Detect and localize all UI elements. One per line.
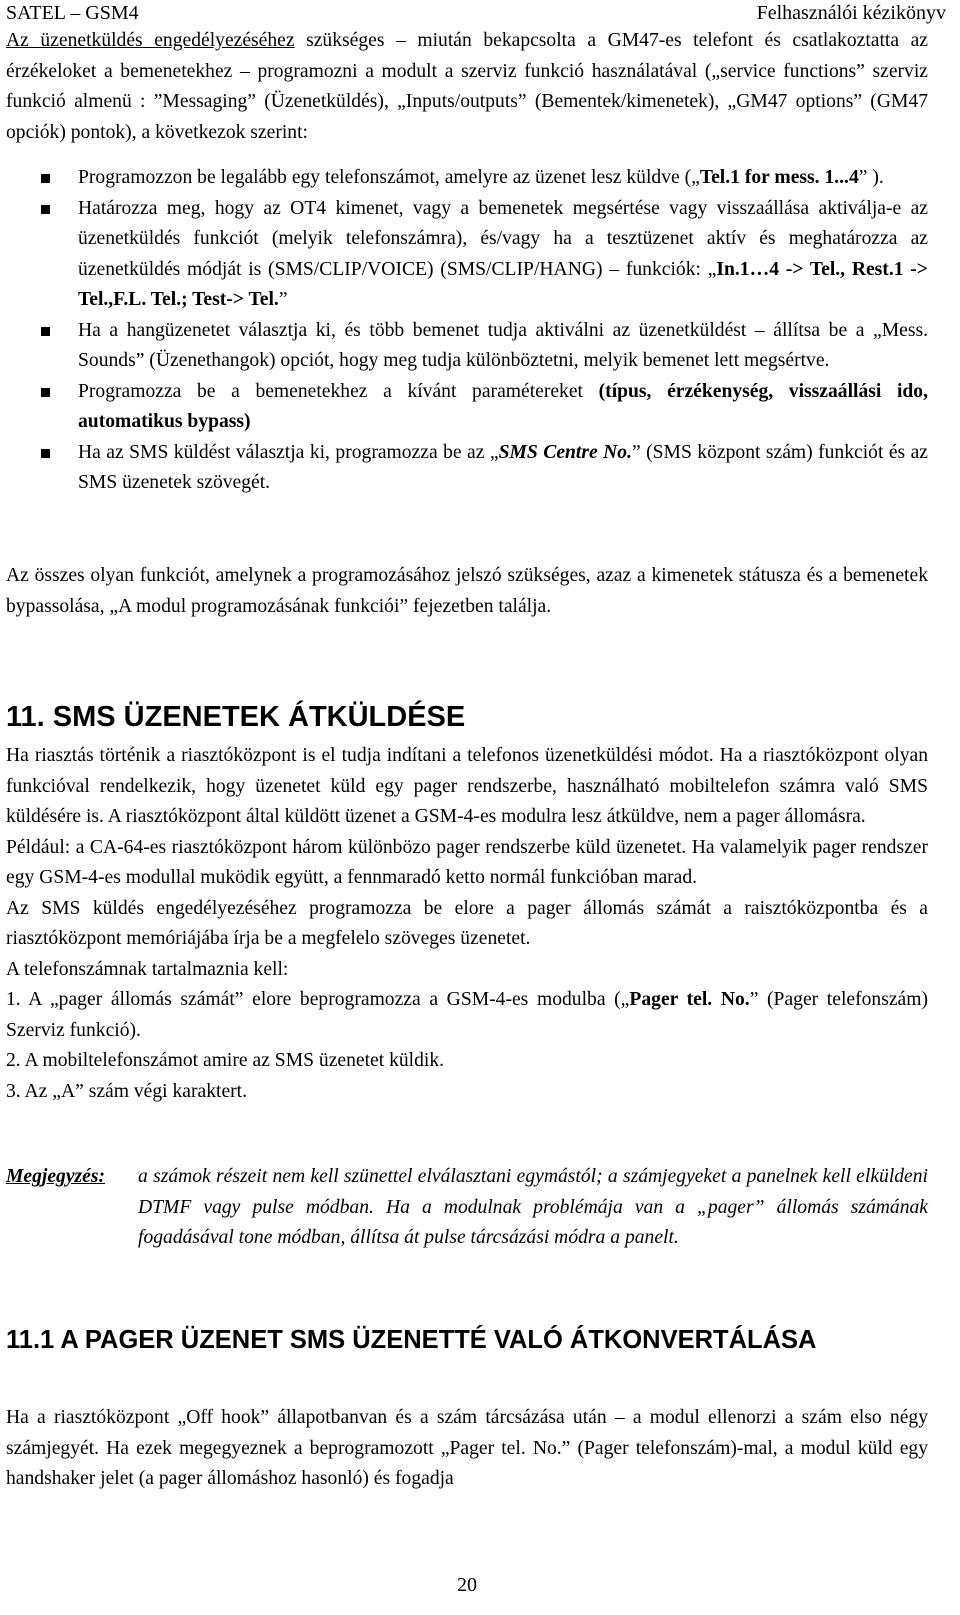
section-11-title: 11. SMS ÜZENETEK ÁTKÜLDÉSE xyxy=(6,701,466,733)
intro-text: szükséges – miután bekapcsolta a GM47-es telefont és csatlakoztatta az érzékeloket a bemenetekhez – programozni a modult a szerviz funkció használatával („service functions” szerviz funkció almenü : ”Messaging” (Üzenetküldés), „Inputs/outputs” (Bementek/kimenetek), „GM47 options” (GM47 opciók) pontok), a következok szerint: xyxy=(6,30,928,143)
bullet-text-part: SMS Centre No. xyxy=(498,441,632,463)
square-bullet-icon xyxy=(41,174,50,183)
bullet-item xyxy=(6,163,928,194)
header-doc-title: Felhasználói kézikönyv xyxy=(756,2,946,24)
square-bullet-icon xyxy=(41,327,50,336)
bullet-item xyxy=(6,438,928,499)
square-bullet-icon xyxy=(41,205,50,214)
section-11-body xyxy=(6,741,928,1107)
bullet-text-part: In.1…4 -> Tel., Rest.1 -> Tel.,F.L. Tel.; Test-> Tel. xyxy=(78,258,928,310)
numbered-item xyxy=(6,1046,928,1077)
bullet-text-part: (típus, érzékenység, visszaállási ido, automatikus bypass) xyxy=(78,380,928,432)
bullet-item xyxy=(6,194,928,316)
section-11-p1: Ha riasztás történik a riasztóközpont is el tudja indítani a telefonos üzenetküldési módot. Ha a riasztóközpont olyan funkcióval rendelkezik, hogy üzenetet küld egy pager rendszerbe, használható mobiltelefon számra való SMS küldésére is. A riasztóközpont által küldött üzenet a GSM-4-es modulra lesz átküldve, nem a pager állomásra. xyxy=(6,745,928,827)
bullet-text-part: Tel.1 for mess. 1...4 xyxy=(699,167,859,188)
page-header xyxy=(6,0,946,26)
bullet-text-part: Programozza be a bemenetekhez a kívánt paramétereket xyxy=(78,380,599,402)
numbered-item xyxy=(6,1077,928,1108)
bullet-item xyxy=(6,377,928,438)
bullet-text-part: Programozzon be legalább egy telefonszámot, amelyre az üzenet lesz küldve („ xyxy=(78,167,700,188)
intro-lead: Az üzenetküldés engedélyezéséhez xyxy=(6,30,295,51)
bullet-text-part: Ha az SMS küldést választja ki, programozza be az „ xyxy=(78,441,499,463)
note-label: Megjegyzés: xyxy=(6,1166,106,1187)
section-11-p2: Például: a CA-64-es riasztóközpont három különbözo pager rendszerbe küld üzenetet. Ha valamelyik pager rendszer egy GSM-4-es modullal muködik együtt, a fennmaradó ketto normál funkcióban marad. xyxy=(6,836,928,888)
password-functions-paragraph: Az összes olyan funkciót, amelynek a programozásához jelszó szükséges, azaz a kimenetek státusza és a bemenetek bypassolása, „A modul programozásának funkciói” fejezetben találja. xyxy=(6,565,928,617)
page-number: 20 xyxy=(457,1574,477,1596)
phone-number-list xyxy=(6,985,928,1107)
intro-paragraph xyxy=(6,26,928,148)
setup-bullet-list xyxy=(6,163,928,499)
bullet-text-part: ” ). xyxy=(858,167,884,188)
section-11-p3: Az SMS küldés engedélyezéséhez programozza be elore a pager állomás számát a raisztóközpontba és a riasztóközpont memóriájába írja be a megfelelo szöveges üzenetet. xyxy=(6,897,928,949)
section-11-1-title: 11.1 A PAGER ÜZENET SMS ÜZENETTÉ VALÓ ÁTKONVERTÁLÁSA xyxy=(6,1326,817,1354)
bullet-item xyxy=(6,316,928,377)
bullet-text-part: ” xyxy=(278,289,288,310)
numbered-text-part: Pager tel. No. xyxy=(629,989,750,1010)
section-11-1-p1: Ha a riasztóközpont „Off hook” állapotbanvan és a szám tárcsázása után – a modul ellenorzi a szám elso négy számjegyét. Ha ezek megegyeznek a beprogramozott „Pager tel. No.” (Pager telefonszám)-mal, a modul küld egy handshaker jelet (a pager állomáshoz hasonló) és fogadja xyxy=(6,1407,928,1489)
numbered-text-part: 1. A „pager állomás számát” elore beprogramozza a GSM-4-es modulba („ xyxy=(6,989,630,1010)
section-11-p4: A telefonszámnak tartalmaznia kell: xyxy=(6,958,289,980)
bullet-text-part: Ha a hangüzenetet választja ki, és több bemenet tudja aktiválni az üzenetküldést – állítsa be a „Mess. Sounds” (Üzenethangok) opciót, hogy meg tudja különböztetni, melyik bemenet lett megsértve. xyxy=(78,319,928,371)
note-block xyxy=(6,1162,928,1254)
numbered-item xyxy=(6,985,928,1046)
bullet-text-part: Határozza meg, hogy az OT4 kimenet, vagy a bemenetek megsértése vagy visszaállása aktiválja-e az üzenetküldés funkciót (melyik telefonszámra), és/vagy ha a tesztüzenet aktív és meghatározza az üzenetküldés módját is (SMS/CLIP/VOICE) (SMS/CLIP/HANG) – funkciók: „ xyxy=(78,197,928,280)
numbered-text-part: 2. A mobiltelefonszámot amire az SMS üzenetet küldik. xyxy=(6,1050,445,1071)
square-bullet-icon xyxy=(41,388,50,397)
numbered-text-part: 3. Az „A” szám végi karaktert. xyxy=(6,1080,248,1102)
numbered-text-part: ” (Pager telefonszám) Szerviz funkció). xyxy=(6,989,928,1041)
note-text: a számok részeit nem kell szünettel elválasztani egymástól; a számjegyeket a panelnek kell elküldeni DTMF vagy pulse módban. Ha a modulnak problémája van a „pager” állomás számának fogadásával tone módban, állítsa át pulse tárcsázási módra a panelt. xyxy=(138,1166,928,1248)
square-bullet-icon xyxy=(41,449,50,458)
bullet-text-part: ” (SMS központ szám) funkciót és az SMS üzenetek szövegét. xyxy=(78,441,929,493)
header-product: SATEL – GSM4 xyxy=(6,2,139,24)
